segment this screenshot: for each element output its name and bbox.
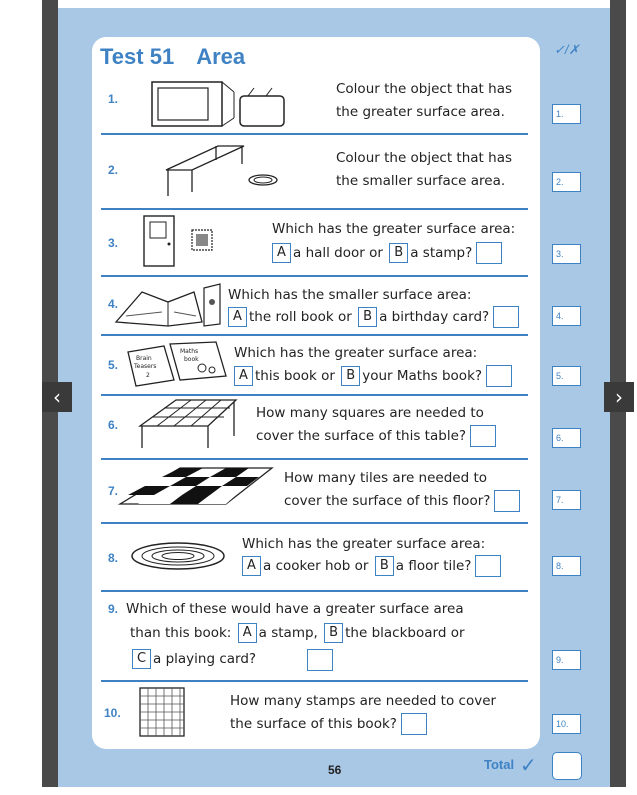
option-a-text: the roll book or (249, 309, 352, 325)
mark-box[interactable]: 5. (552, 366, 581, 386)
question-number: 7. (108, 484, 119, 498)
mark-box[interactable]: 8. (552, 556, 581, 576)
question-options (284, 490, 520, 513)
answer-box[interactable] (493, 306, 519, 328)
previous-page-button[interactable]: ‹ (42, 382, 72, 412)
question-number: 2. (108, 163, 119, 177)
option-a-box: A (228, 307, 247, 327)
mark-box[interactable]: 3. (552, 244, 581, 264)
option-b-text: a birthday card? (379, 309, 490, 325)
answer-box[interactable] (307, 649, 333, 671)
question-options (230, 713, 427, 736)
option-a-box: A (242, 556, 261, 576)
answer-box[interactable] (475, 555, 501, 577)
option-b-text: the blackboard or (345, 625, 465, 641)
option-b-box: B (375, 556, 394, 576)
mark-box[interactable]: 9. (552, 650, 581, 670)
divider (101, 680, 528, 682)
question-text: Which has the smaller surface area: (228, 287, 472, 303)
question-options (130, 622, 465, 645)
divider (101, 133, 528, 135)
option-b-box: B (341, 366, 360, 386)
table-and-plate-illustration (158, 142, 288, 200)
gridded-table-illustration (136, 396, 246, 452)
question-number: 6. (108, 418, 119, 432)
answer-box[interactable] (476, 242, 502, 264)
question-number: 1. (108, 92, 119, 106)
question-text: the surface of this book? (230, 716, 397, 732)
answer-box[interactable] (401, 713, 427, 735)
question-text: How many stamps are needed to cover (230, 693, 497, 709)
hob-rings-illustration (128, 540, 228, 574)
book-left-title: Brain (136, 355, 152, 362)
total-score-box[interactable] (552, 752, 582, 780)
next-page-button[interactable]: › (604, 382, 634, 412)
question-line: Which of these would have a greater surface area (126, 601, 464, 617)
page-number: 56 (328, 763, 342, 777)
tv-and-toaster-illustration (150, 78, 290, 130)
question-number: 5. (108, 358, 119, 372)
question-number: 9. (108, 602, 119, 616)
check-icon: ✓ (520, 753, 537, 777)
option-b-text: a floor tile? (395, 558, 472, 574)
book-left-title-2: Teasers (134, 363, 157, 370)
answer-box[interactable] (470, 425, 496, 447)
mark-box[interactable]: 6. (552, 428, 581, 448)
option-a-box: A (272, 243, 291, 263)
option-b-box: B (324, 623, 343, 643)
mark-box[interactable]: 10. (552, 714, 581, 734)
test-number: Test 51 (100, 44, 175, 69)
divider (101, 334, 528, 336)
two-books-illustration (124, 340, 230, 388)
total-label: Total (484, 757, 515, 772)
question-text: How many squares are needed to (256, 405, 484, 421)
question-number: 3. (108, 236, 119, 250)
divider (101, 275, 528, 277)
book-right-title: Maths (180, 348, 199, 355)
question-options (240, 555, 501, 578)
question-text: cover the surface of this table? (256, 428, 467, 444)
door-and-stamp-illustration (142, 214, 222, 268)
question-text: Which has the greater surface area: (234, 345, 478, 361)
divider (101, 590, 528, 592)
option-b-box: B (358, 307, 377, 327)
option-a-text: a hall door or (293, 245, 383, 261)
question-options (256, 425, 496, 448)
question-text: Which has the greater surface area: (272, 221, 516, 237)
option-a-text: this book or (255, 368, 335, 384)
question-number: 8. (108, 551, 119, 565)
question-text: than this book: (130, 625, 232, 641)
question-text: the smaller surface area. (336, 173, 506, 189)
option-a-box: A (234, 366, 253, 386)
question-options (232, 365, 512, 388)
divider (101, 522, 528, 524)
open-book-and-card-illustration (112, 282, 224, 328)
mark-column-header: ✓/✗ (554, 42, 580, 57)
option-c-text: a playing card? (153, 651, 257, 667)
test-topic: Area (196, 44, 246, 69)
question-text: cover the surface of this floor? (284, 493, 491, 509)
book-right-title-2: book (184, 356, 199, 363)
question-options (270, 242, 502, 265)
question-text: Colour the object that has (336, 150, 513, 166)
book-left-title-3: 2 (146, 372, 150, 379)
option-a-text: a cooker hob or (263, 558, 369, 574)
question-number: 4. (108, 297, 119, 311)
answer-box[interactable] (494, 490, 520, 512)
option-b-text: your Maths book? (362, 368, 483, 384)
option-b-text: a stamp? (410, 245, 473, 261)
question-text: Which has the greater surface area: (242, 536, 486, 552)
divider (101, 208, 528, 210)
stamp-grid-illustration (136, 684, 188, 740)
option-a-text: a stamp, (258, 625, 318, 641)
question-text (108, 598, 464, 621)
option-c-box: C (132, 649, 151, 669)
question-text: How many tiles are needed to (284, 470, 488, 486)
question-options (226, 306, 519, 329)
option-b-box: B (389, 243, 408, 263)
mark-box[interactable]: 4. (552, 306, 581, 326)
divider (101, 458, 528, 460)
question-text: the greater surface area. (336, 104, 505, 120)
question-number: 10. (104, 706, 121, 720)
mark-box[interactable]: 1. (552, 104, 581, 124)
question-text: Colour the object that has (336, 81, 513, 97)
option-a-box: A (238, 623, 257, 643)
question-options (130, 648, 256, 671)
mark-box[interactable]: 7. (552, 490, 581, 510)
answer-box[interactable] (486, 365, 512, 387)
page-title (100, 44, 267, 70)
checkered-floor-illustration (118, 464, 278, 510)
mark-box[interactable]: 2. (552, 172, 581, 192)
